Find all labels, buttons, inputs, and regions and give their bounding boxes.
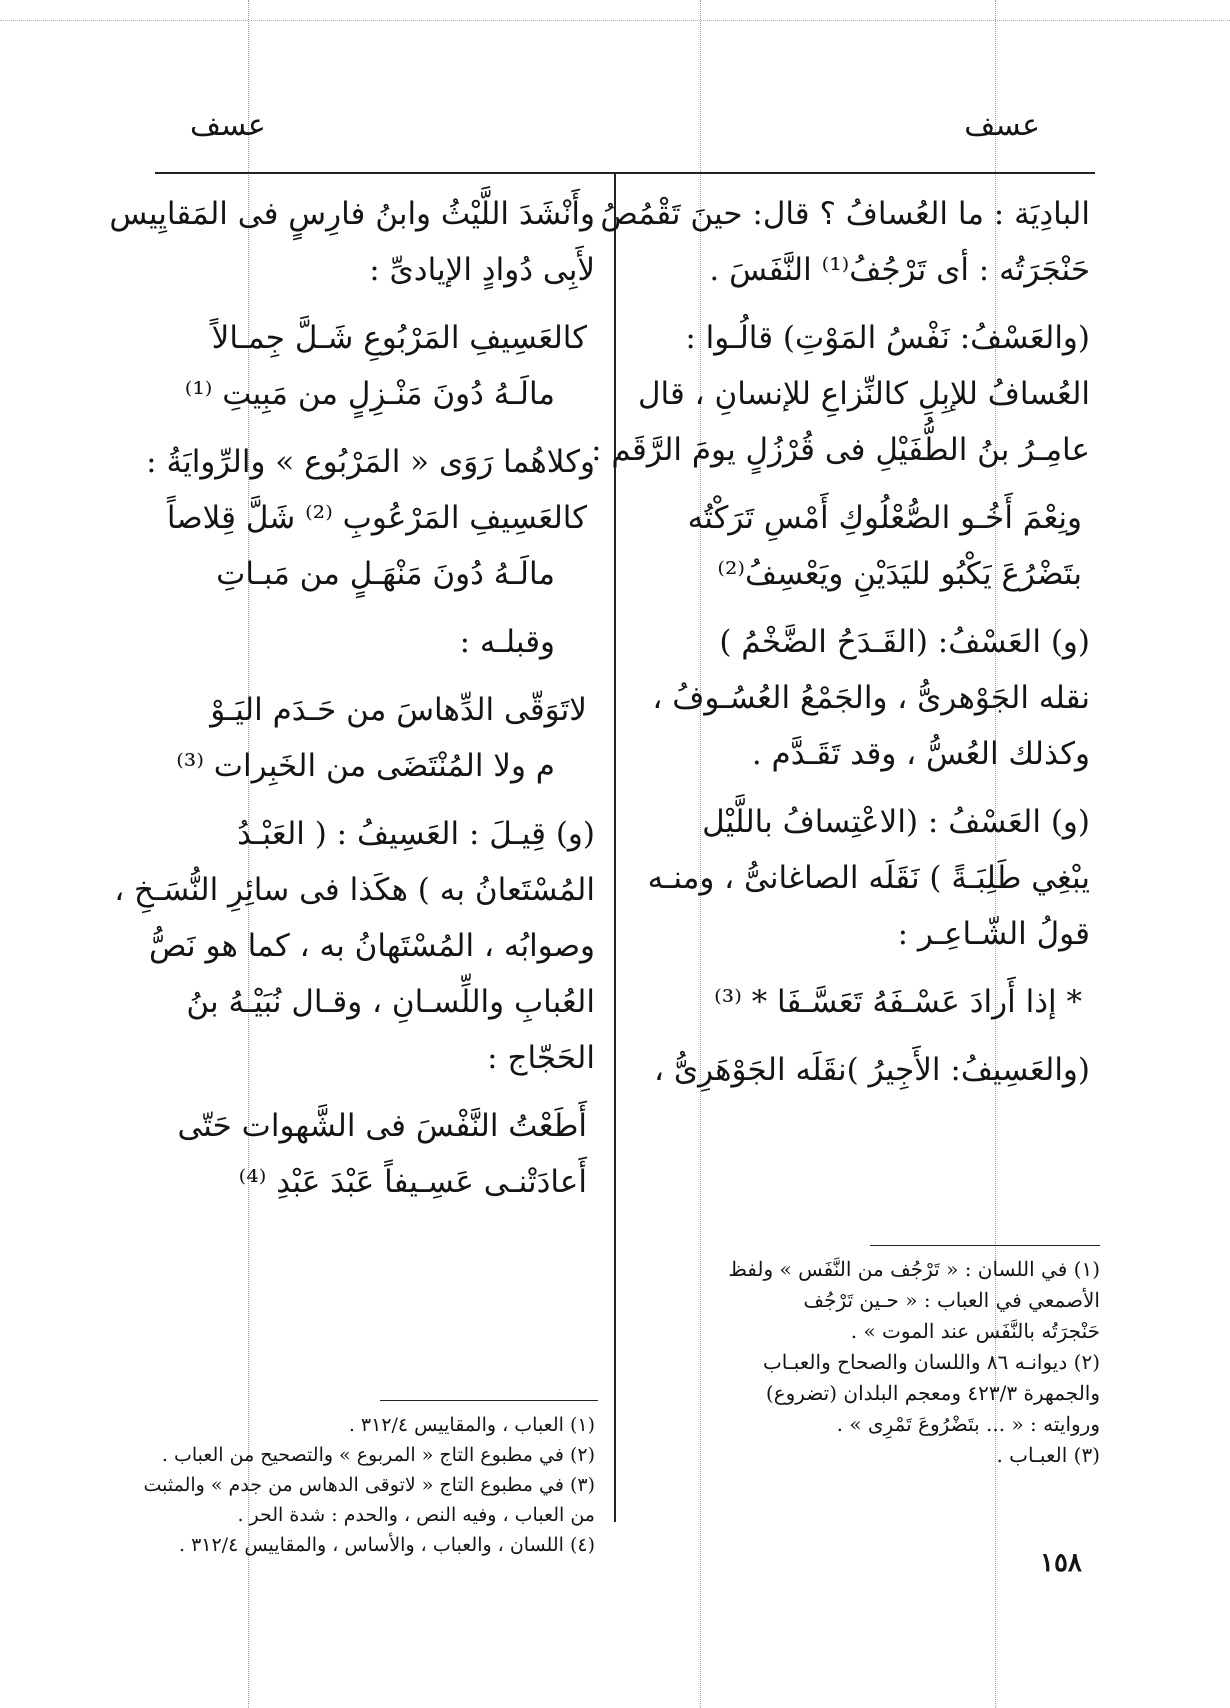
footnote-line: والجمهرة ٤٢٣/٣ ومعجم البلدان (تضروع): [765, 1381, 1100, 1405]
text-line: وكذلك العُسُّ ، وقد تَقَـدَّم .: [751, 736, 1090, 772]
text-line: (و) العَسْفُ: (القَـدَحُ الضَّخْمُ ): [719, 624, 1090, 660]
verse-line: كالعَسِيفِ المَرْبُوعِ شَـلَّ جِمـالاً: [211, 320, 587, 356]
scan-dotted-line: [0, 20, 1230, 21]
verse-line: كالعَسِيفِ المَرْعُوبِ ⁽²⁾ شَلَّ قِلاصاً: [166, 500, 587, 536]
text-line: يبْغِي طَلِبَـةً ) نَقَلَه الصاغانىُّ ، ومنـه: [647, 860, 1090, 896]
text-line: وقبلـه :: [459, 624, 555, 660]
column-divider: [614, 172, 616, 1522]
text-line: الحَجّاج :: [487, 1040, 595, 1076]
verse-line: * إذا أَرادَ عَسْـفَهُ تَعَسَّـفَا * ⁽³⁾: [714, 984, 1082, 1020]
footnote-line: الأصمعي في العباب : « حـين تَرْجُف: [803, 1288, 1100, 1312]
footnote-line: (١) العباب ، والمقاييس ٣١٢/٤ .: [348, 1414, 595, 1436]
verse-line: مالَـهُ دُونَ مَنْـزِلٍ من مَبِيتِ ⁽¹⁾: [184, 376, 555, 412]
footnote-rule-left: [380, 1400, 598, 1401]
text-line: لأَبِى دُوادٍ الإيادىِّ :: [369, 252, 595, 288]
left-column: [109, 186, 595, 1210]
text-line: وأَنْشَدَ اللَّيْثُ وابنُ فارِسٍ فى المَقايِيس: [109, 196, 595, 232]
footnote-line: (١) في اللسان : « تَرْجُف من النَّفَس » ولفظ: [728, 1257, 1100, 1281]
right-column: [591, 186, 1090, 1098]
footnote-line: (٤) اللسان ، والعباب ، والأساس ، والمقاييس ٣١٢/٤ .: [178, 1534, 595, 1556]
footnote-line: (٣) العبـاب .: [996, 1443, 1100, 1467]
verse-line: لاتَوَقّى الدِّهاسَ من حَـدَم اليَـوْ: [210, 692, 587, 728]
footnote-line: من العباب ، وفيه النص ، والحدم : شدة الحر .: [237, 1504, 595, 1526]
footnote-line: حَنْجرَتُه بالنَّفَس عند الموت » .: [850, 1319, 1100, 1343]
running-head-left: عسف: [190, 108, 266, 143]
verse-line: بتَضْرُعَ يَكْبُو لليَدَيْنِ ويَعْسِفُ⁽²⁾: [717, 556, 1082, 592]
text-line: العُبابِ واللِّسـانِ ، وقـال نُبَيْـهُ بنُ: [186, 984, 595, 1020]
text-line: عامِـرُ بنُ الطُّفَيْلِ فى قُرْزُلٍ يومَ الرَّقَم :: [591, 432, 1090, 468]
footnote-line: (٢) في مطبوع التاج « المربوع » والتصحيح من العباب .: [161, 1444, 595, 1466]
text-line: حَنْجَرَتُه : أى تَرْجُفُ⁽¹⁾ النَّفَسَ .: [709, 252, 1090, 288]
text-line: البادِيَة : ما العُسافُ ؟ قال: حينَ تَقْمُصُ: [600, 196, 1090, 232]
verse-line: مالَـهُ دُونَ مَنْهَـلٍ من مَبـاتِ: [216, 556, 555, 592]
footnote-line: (٣) في مطبوع التاج « لاتوقى الدهاس من جدم » والمثبت: [143, 1474, 595, 1496]
text-line: (والعَسِيفُ: الأَجِيرُ )نقَلَه الجَوْهَرِىُّ ،: [653, 1052, 1090, 1088]
page-number: ١٥٨: [1040, 1548, 1082, 1578]
text-line: وصوابُه ، المُسْتَهانُ به ، كما هو نَصُّ: [149, 928, 595, 964]
text-line: قولُ الشّـاعِـر :: [897, 916, 1090, 952]
text-line: المُسْتَعانُ به ) هكَذا فى سائِرِ النُّسَـخِ ،: [114, 872, 595, 908]
text-line: (و) العَسْفُ : (الاعْتِسافُ باللَّيْل: [702, 804, 1090, 840]
text-line: (و) قِيـلَ : العَسِيفُ : ( العَبْـدُ: [237, 816, 595, 852]
text-line: العُسافُ للإبِلِ كالنِّزاعِ للإنسانِ ، قال: [637, 376, 1090, 412]
footnote-line: (٢) ديوانـه ٨٦ واللسان والصحاح والعبـاب: [762, 1350, 1100, 1374]
footnote-line: وروايته : « ... بتَضْرُوعَ تَمْرِى » .: [836, 1412, 1100, 1436]
footnotes-left: [143, 1410, 595, 1560]
text-line: (والعَسْفُ: نَفْسُ المَوْتِ) قالُـوا :: [685, 320, 1090, 356]
footnotes-right: [690, 1254, 1100, 1471]
running-head-right: عسف: [964, 108, 1040, 143]
text-line: وكلاهُما رَوَى « المَرْبُوع » والرِّوايَةُ :: [146, 444, 595, 480]
verse-line: أَعادَتْنـى عَسِـيفاً عَبْدَ عَبْدِ ⁽⁴⁾: [238, 1164, 587, 1200]
verse-line: ونِعْمَ أَخُـو الصُّعْلُوكِ أَمْسِ تَرَكْتُه: [687, 500, 1082, 536]
header-rule: [155, 172, 1095, 174]
verse-line: م ولا المُنْتَضَى من الخَبِرات ⁽³⁾: [176, 748, 555, 784]
text-line: نقله الجَوْهرىُّ ، والجَمْعُ العُسُـوفُ ،: [652, 680, 1090, 716]
footnote-rule-right: [870, 1245, 1100, 1246]
verse-line: أَطَعْتُ النَّفْسَ فى الشَّهوات حَتّى: [177, 1108, 587, 1144]
